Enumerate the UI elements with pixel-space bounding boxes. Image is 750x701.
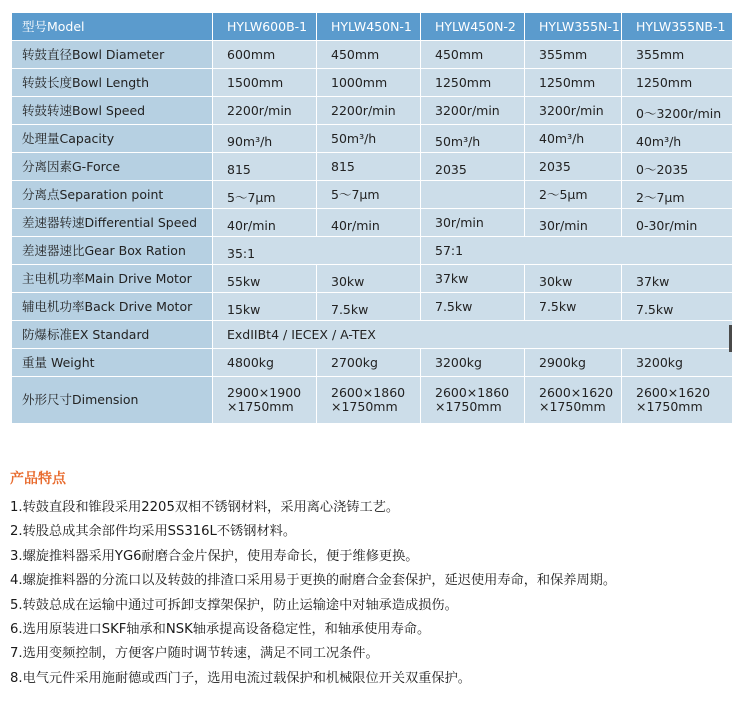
list-item: 2.转股总成其余部件均采用SS316L不锈钢材料。 <box>10 524 297 540</box>
spec-table <box>12 13 732 420</box>
table-cell: 1250mm <box>621 69 732 96</box>
row-label-differential-speed: 差速器转速Differential Speed <box>12 209 212 236</box>
header-model-1: HYLW600B-1 <box>212 13 316 40</box>
row-label-bowl-length: 转鼓长度Bowl Length <box>12 69 212 96</box>
table-cell: 3200kg <box>621 349 732 376</box>
list-item: 4.螺旋推料器的分流口以及转鼓的排渣口采用易于更换的耐磨合金套保护，延迟使用寿命，和保养周期。 <box>10 573 617 589</box>
table-cell: 0～2035 <box>621 153 732 180</box>
table-cell: 40r/min <box>316 209 420 236</box>
table-cell: 7.5kw <box>621 293 732 320</box>
table-cell: 3200r/min <box>524 97 621 124</box>
divider <box>729 325 732 352</box>
table-cell: 2～5μm <box>524 181 621 208</box>
row-label-weight: 重量 Weight <box>12 349 212 376</box>
table-cell: 40m³/h <box>524 125 621 152</box>
table-cell: 355mm <box>621 41 732 68</box>
table-cell: 815 <box>212 153 316 180</box>
table-cell: 2200r/min <box>316 97 420 124</box>
table-cell: 2900kg <box>524 349 621 376</box>
table-cell: 15kw <box>212 293 316 320</box>
list-item: 5.转鼓总成在运输中通过可拆卸支撑架保护，防止运输途中对轴承造成损伤。 <box>10 597 458 613</box>
row-label-bowl-diameter: 转鼓直径Bowl Diameter <box>12 41 212 68</box>
table-cell: 2600×1860 ×1750mm <box>316 377 420 423</box>
table-cell: 50m³/h <box>420 125 524 152</box>
header-model-2: HYLW450N-1 <box>316 13 420 40</box>
header-model-4: HYLW355N-1 <box>524 13 621 40</box>
table-cell: 3200kg <box>420 349 524 376</box>
row-label-separation-point: 分离点Separation point <box>12 181 212 208</box>
table-cell: 30r/min <box>420 209 524 236</box>
table-cell: 2～7μm <box>621 181 732 208</box>
list-item: 7.选用变频控制，方便客户随时调节转速，满足不同工况条件。 <box>10 646 379 662</box>
table-cell: 2900×1900 ×1750mm <box>212 377 316 423</box>
row-label-capacity: 处理量Capacity <box>12 125 212 152</box>
row-label-g-force: 分离因素G-Force <box>12 153 212 180</box>
table-cell: 7.5kw <box>524 293 621 320</box>
table-cell: 355mm <box>524 41 621 68</box>
table-cell: 37kw <box>621 265 732 292</box>
row-label-bowl-speed: 转鼓转速Bowl Speed <box>12 97 212 124</box>
row-label-dimension: 外形尺寸Dimension <box>12 377 212 423</box>
table-cell: 2600×1620 ×1750mm <box>524 377 621 423</box>
table-cell: 40r/min <box>212 209 316 236</box>
table-cell: 1500mm <box>212 69 316 96</box>
table-cell: 5～7μm <box>316 181 420 208</box>
table-cell: 2035 <box>420 153 524 180</box>
table-cell: 2200r/min <box>212 97 316 124</box>
table-cell: 7.5kw <box>420 293 524 320</box>
header-model-5: HYLW355NB-1 <box>621 13 732 40</box>
features-title: 产品特点 <box>10 471 66 487</box>
table-cell: 90m³/h <box>212 125 316 152</box>
table-cell: 3200r/min <box>420 97 524 124</box>
table-cell: 4800kg <box>212 349 316 376</box>
list-item: 6.选用原装进口SKF轴承和NSK轴承提高设备稳定性，和轴承使用寿命。 <box>10 622 431 638</box>
table-cell: 5～7μm <box>212 181 316 208</box>
table-cell: ExdIIBt4 / IECEX / A-TEX <box>212 321 732 348</box>
table-cell: 55kw <box>212 265 316 292</box>
features-list <box>10 496 740 691</box>
table-cell: 50m³/h <box>316 125 420 152</box>
table-cell: 30kw <box>316 265 420 292</box>
table-cell: 35:1 <box>212 237 420 264</box>
table-cell: 7.5kw <box>316 293 420 320</box>
table-cell: 0～3200r/min <box>621 97 732 124</box>
table-cell: 57:1 <box>420 237 732 264</box>
table-cell: 30r/min <box>524 209 621 236</box>
table-cell: 1250mm <box>524 69 621 96</box>
list-item: 1.转鼓直段和锥段采用2205双相不锈钢材料，采用离心浇铸工艺。 <box>10 500 400 515</box>
table-cell: 2700kg <box>316 349 420 376</box>
table-cell: 450mm <box>316 41 420 68</box>
table-cell: 2600×1860 ×1750mm <box>420 377 524 423</box>
table-cell: 2600×1620 ×1750mm <box>621 377 732 423</box>
table-cell: 1000mm <box>316 69 420 96</box>
row-label-main-drive-motor: 主电机功率Main Drive Motor <box>12 265 212 292</box>
list-item: 3.螺旋推料器采用YG6耐磨合金片保护，使用寿命长，便于维修更换。 <box>10 548 419 564</box>
table-cell <box>420 181 524 208</box>
row-label-ex-standard: 防爆标准EX Standard <box>12 321 212 348</box>
list-item: 8.电气元件采用施耐德或西门子，选用电流过载保护和机械限位开关双重保护。 <box>10 670 471 686</box>
row-label-gear-box-ratio: 差速器速比Gear Box Ration <box>12 237 212 264</box>
table-cell: 0-30r/min <box>621 209 732 236</box>
table-cell: 2035 <box>524 153 621 180</box>
row-label-back-drive-motor: 辅电机功率Back Drive Motor <box>12 293 212 320</box>
table-cell: 450mm <box>420 41 524 68</box>
header-model-3: HYLW450N-2 <box>420 13 524 40</box>
table-cell: 40m³/h <box>621 125 732 152</box>
table-cell: 815 <box>316 153 420 180</box>
table-cell: 37kw <box>420 265 524 292</box>
header-model-label: 型号Model <box>12 13 212 40</box>
table-cell: 30kw <box>524 265 621 292</box>
table-cell: 1250mm <box>420 69 524 96</box>
product-features <box>10 468 740 691</box>
table-cell: 600mm <box>212 41 316 68</box>
